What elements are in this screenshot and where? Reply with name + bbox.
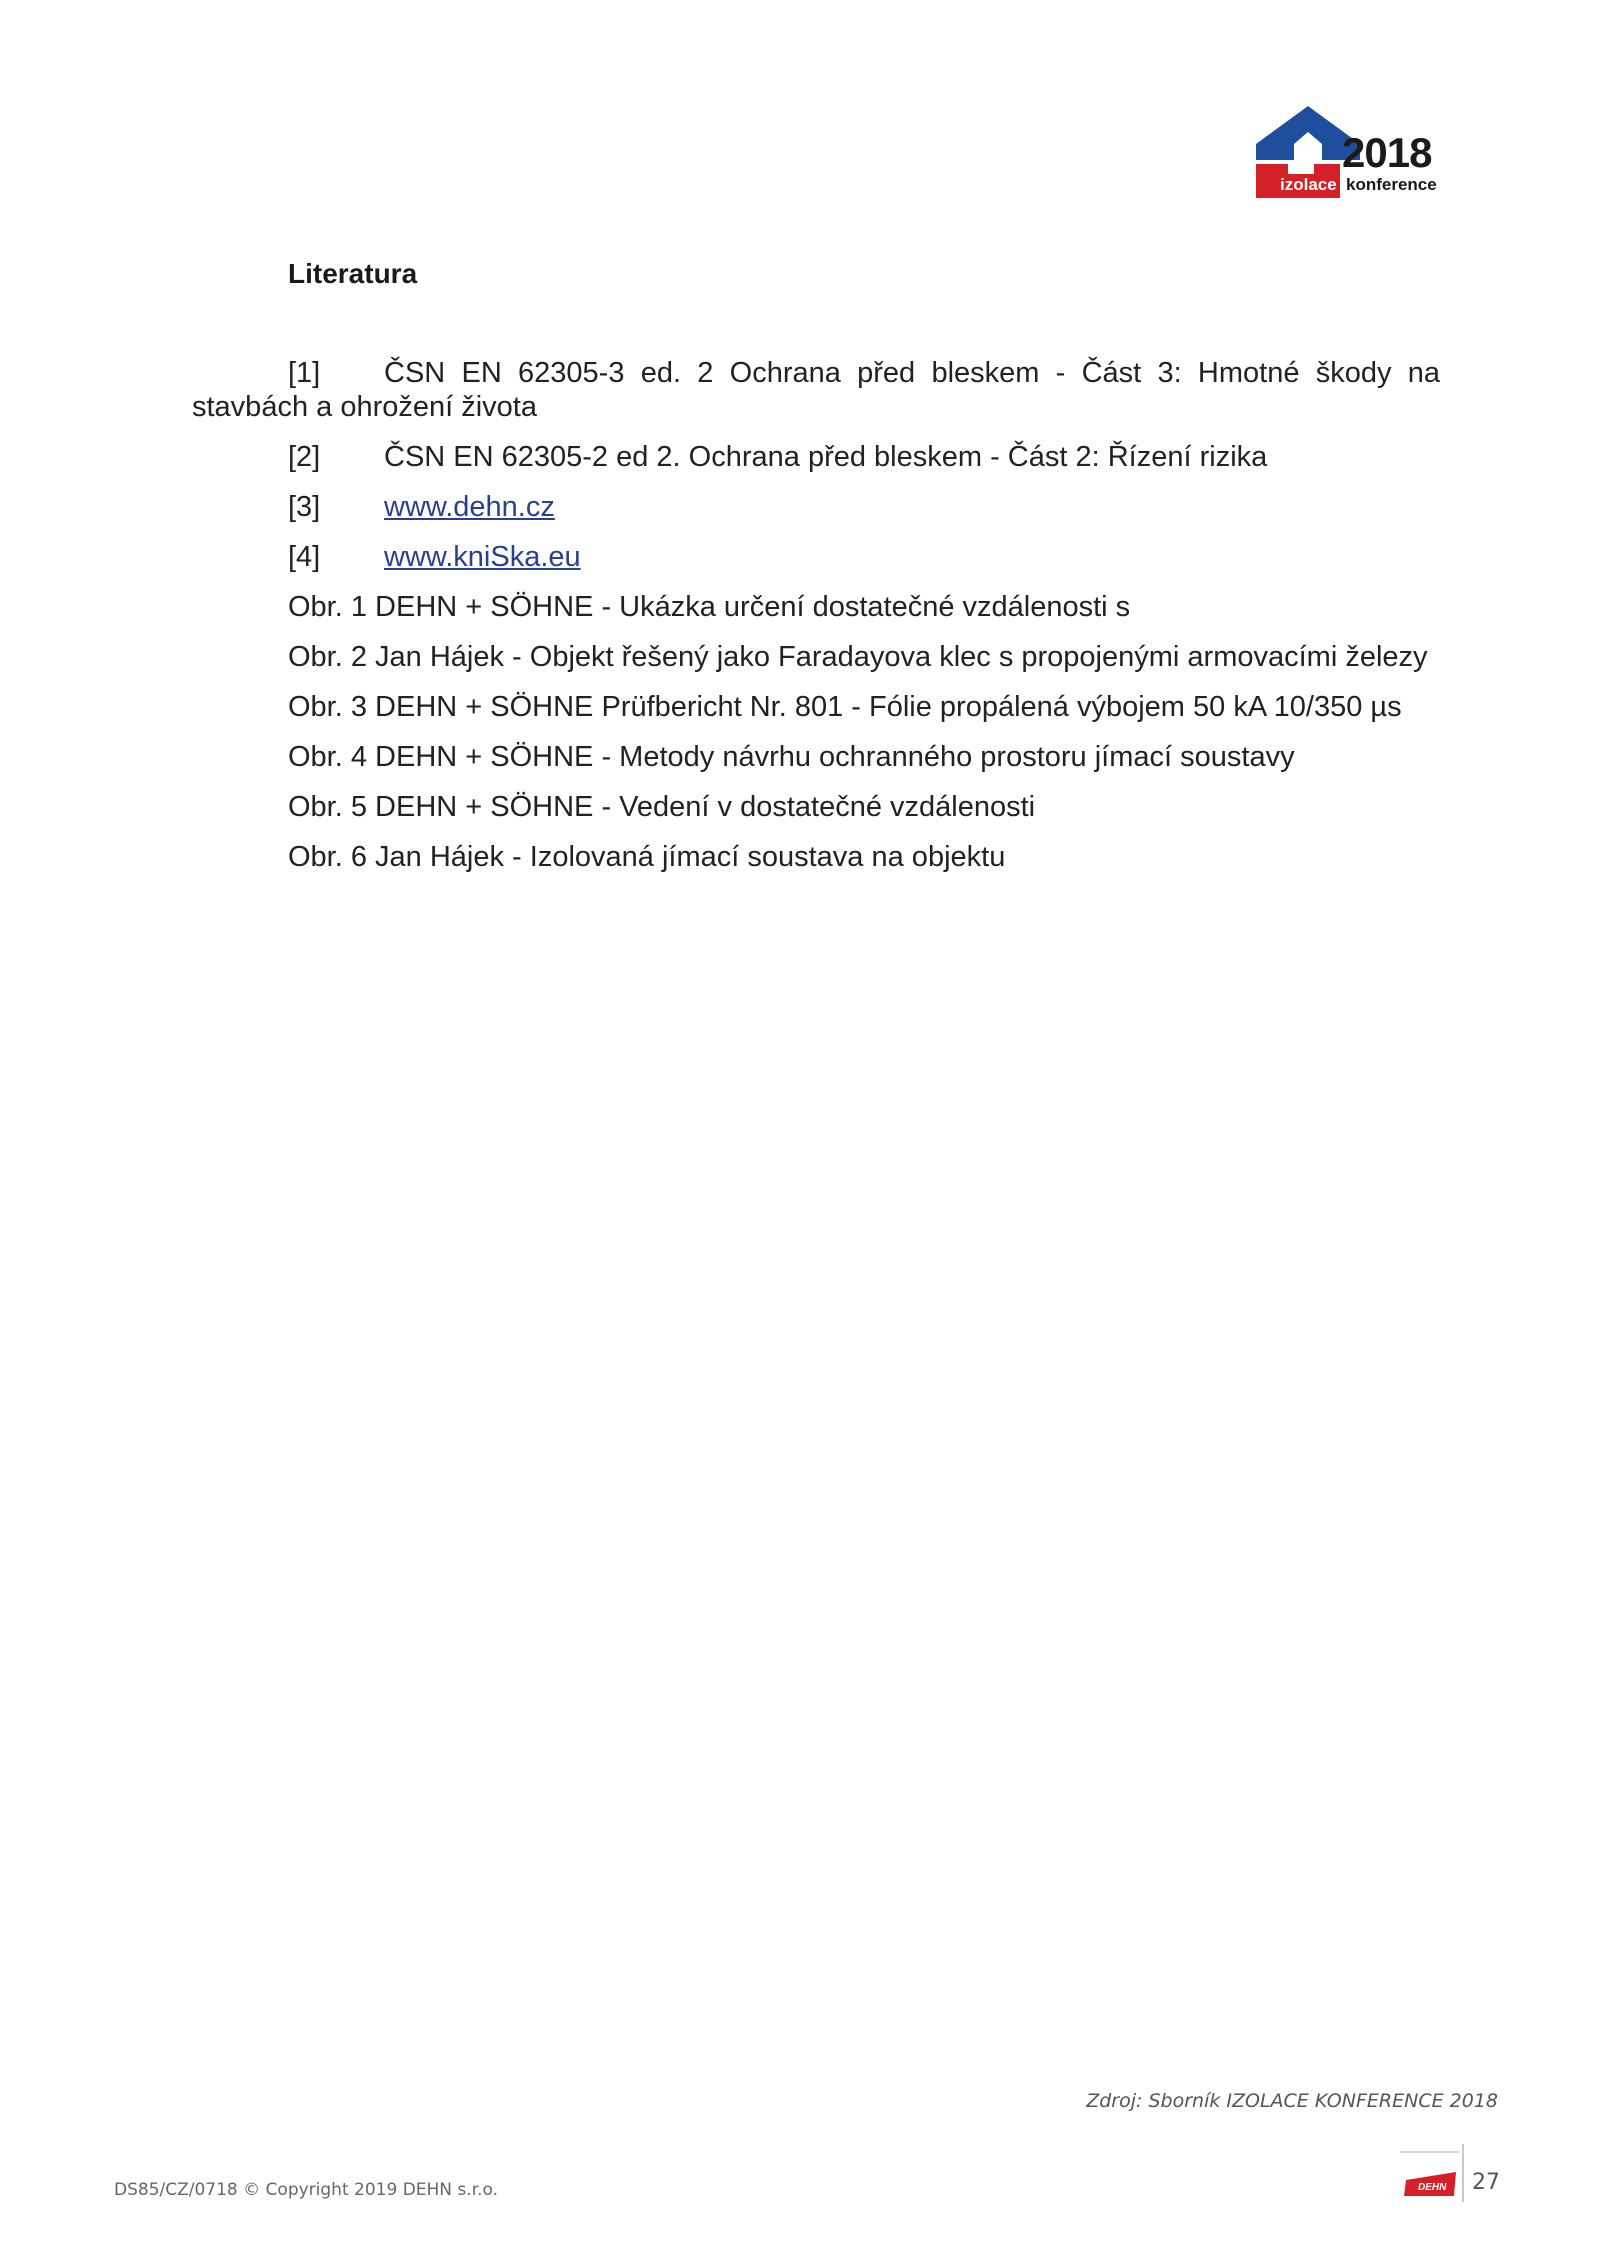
reference-number: [2] <box>288 441 321 473</box>
reference-number: [1] <box>288 357 321 389</box>
reference-link-kniska[interactable]: www.kniSka.eu <box>384 541 581 573</box>
reference-link-dehn[interactable]: www.dehn.cz <box>384 491 555 523</box>
dehn-logo-icon <box>1400 2146 1460 2202</box>
source-note: Zdroj: Sborník IZOLACE KONFERENCE 2018 <box>1086 2090 1498 2112</box>
logo-word-izolace: izolace <box>1280 175 1337 194</box>
footer-divider <box>1462 2144 1464 2202</box>
reference-text: ČSN EN 62305-2 ed 2. Ochrana před bleskem - Část 2: Řízení rizika <box>384 441 1268 473</box>
dehn-logo-text: DEHN <box>1418 2182 1447 2193</box>
dehn-logo <box>1400 2146 1460 2202</box>
figure-caption-1: Obr. 1 DEHN + SÖHNE - Ukázka určení dostatečné vzdálenosti s <box>288 591 1131 623</box>
figure-caption-3: Obr. 3 DEHN + SÖHNE Prüfbericht Nr. 801 - Fólie propálená výbojem 50 kA 10/350 µs <box>288 691 1402 723</box>
reference-text: ČSN EN 62305-3 ed. 2 Ochrana před bleskem - Část 3: Hmotné škody na stavbách a ohrožení života <box>192 357 1440 423</box>
reference-item-4 <box>288 540 1440 574</box>
reference-number: [4] <box>288 541 321 573</box>
figure-caption-6: Obr. 6 Jan Hájek - Izolovaná jímací soustava na objektu <box>288 841 1006 873</box>
figure-caption-2: Obr. 2 Jan Hájek - Objekt řešený jako Faradayova klec s propojenými armovacími železy <box>288 641 1428 673</box>
footer-copyright: DS85/CZ/0718 © Copyright 2019 DEHN s.r.o. <box>114 2180 499 2200</box>
section-heading: Literatura <box>288 258 418 289</box>
figure-caption-4: Obr. 4 DEHN + SÖHNE - Metody návrhu ochranného prostoru jímací soustavy <box>288 741 1295 773</box>
reference-item-2 <box>288 440 1440 474</box>
logo-word-konference: konference <box>1346 175 1437 194</box>
reference-list <box>192 356 1440 890</box>
logo-year: 2018 <box>1342 129 1432 176</box>
reference-item-3 <box>288 490 1440 524</box>
conference-logo <box>1252 104 1444 200</box>
reference-item-1 <box>192 356 1440 424</box>
page-number: 27 <box>1472 2170 1500 2195</box>
reference-number: [3] <box>288 491 321 523</box>
figure-caption-5: Obr. 5 DEHN + SÖHNE - Vedení v dostatečné vzdálenosti <box>288 791 1036 823</box>
